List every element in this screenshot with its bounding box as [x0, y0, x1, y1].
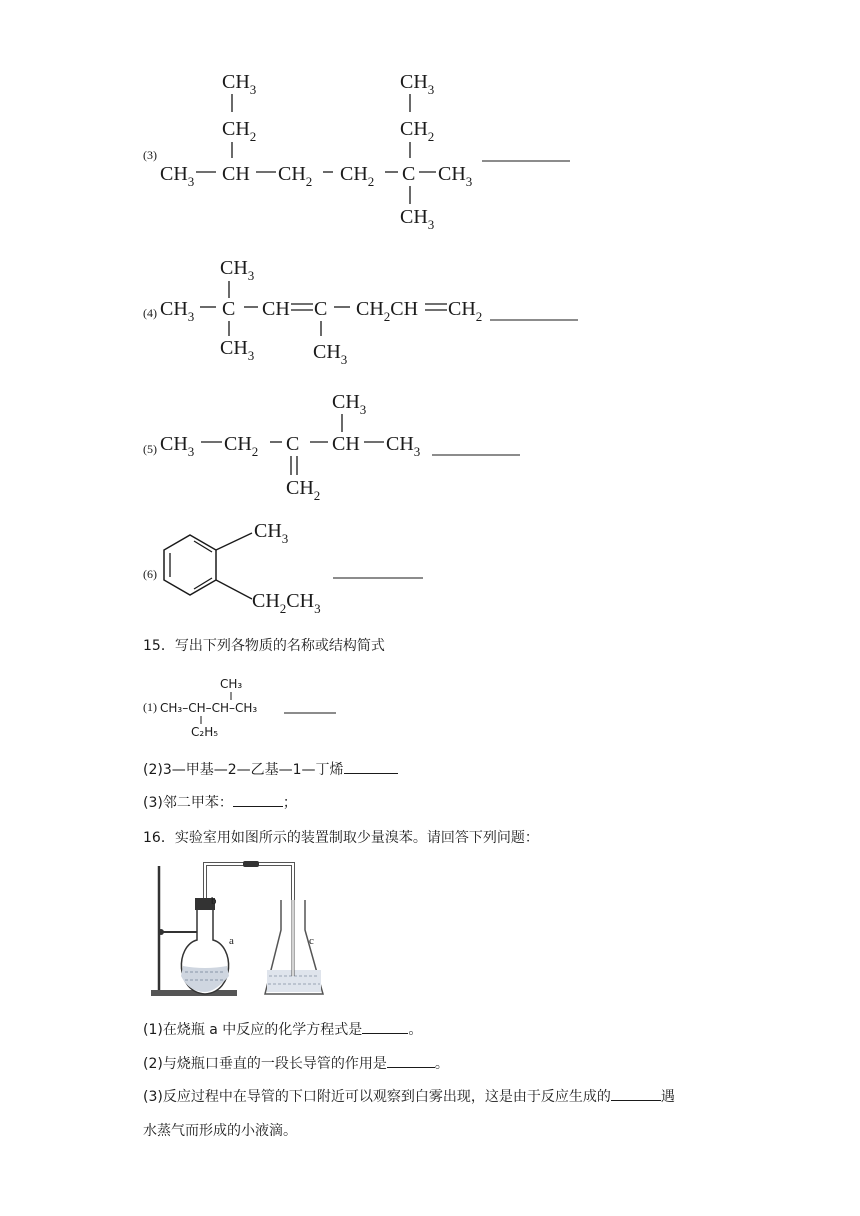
- svg-text:CH2: $CH_2$: [448, 298, 483, 324]
- svg-text:CH3: $CH_3$: [400, 206, 435, 232]
- q16-item1: [143, 1020, 422, 1040]
- q16-item3-text-b: 遇: [660, 1089, 675, 1105]
- q15-item2: [143, 760, 398, 780]
- svg-text:CH3: $CH_3$: [438, 163, 473, 189]
- svg-text:CH2: $CH_2$: [286, 477, 321, 503]
- svg-text:CH₃–CH–CH–CH₃: CH₃–CH–CH–CH₃: [160, 701, 258, 715]
- svg-text:C: C: [286, 433, 300, 455]
- svg-text:CH3: $CH_3$: [160, 163, 195, 189]
- q16-item1-text: (1)在烧瓶 a 中反应的化学方程式是: [143, 1022, 363, 1038]
- svg-text:CH2: $CH_2$: [224, 433, 259, 459]
- q15-item1-formula: [158, 672, 348, 740]
- answer-blank[interactable]: [387, 1055, 435, 1068]
- q16-item2: [143, 1054, 449, 1074]
- q16-item3-line1: [143, 1087, 675, 1107]
- answer-blank[interactable]: [233, 794, 283, 807]
- structural-formula-6: [150, 515, 440, 625]
- label-c: c: [309, 935, 314, 947]
- svg-text:CH3: $CH_3$: [160, 298, 195, 324]
- svg-text:CH: CH: [262, 298, 290, 320]
- svg-text:CH2CH: $CH_2CH$: [356, 298, 419, 324]
- item-number-5: (5): [143, 442, 157, 456]
- label-a: a: [229, 935, 234, 947]
- q15-item2-text: (2)3—甲基—2—乙基—1—丁烯: [143, 762, 344, 778]
- svg-text:C₂H₅: C₂H₅: [191, 725, 219, 739]
- answer-blank[interactable]: [611, 1088, 661, 1101]
- q15-item1-number: (1): [143, 700, 157, 714]
- svg-text:CH2: $CH_2$: [278, 163, 313, 189]
- q15-item3-end: ；: [282, 795, 297, 811]
- item-number-4: (4): [143, 306, 157, 320]
- label-b: b: [211, 895, 217, 907]
- question-15-title: 15．写出下列各物质的名称或结构简式: [143, 638, 385, 654]
- svg-text:CH3: $CH_3$: [220, 257, 255, 283]
- svg-text:C: C: [402, 163, 416, 185]
- structural-formula-4: [150, 248, 590, 373]
- svg-text:CH₃: CH₃: [220, 677, 243, 691]
- q16-item2-text: (2)与烧瓶口垂直的一段长导管的作用是: [143, 1056, 387, 1072]
- svg-text:CH3: $CH_3$: [220, 337, 255, 363]
- question-16-title: 16．实验室用如图所示的装置制取少量溴苯。请回答下列问题：: [143, 830, 539, 846]
- svg-text:CH2: $CH_2$: [222, 118, 257, 144]
- svg-text:C: C: [222, 298, 236, 320]
- benzene-ring: [164, 535, 216, 595]
- q16-item3-line2: 水蒸气而形成的小液滴。: [143, 1123, 297, 1139]
- svg-text:CH2CH3: $CH_2CH_3$: [252, 590, 321, 616]
- q16-item2-end: 。: [434, 1056, 449, 1072]
- item-number-3: (3): [143, 148, 157, 162]
- svg-text:CH2: $CH_2$: [340, 163, 375, 189]
- q15-item3: [143, 793, 297, 813]
- apparatus-diagram: [145, 860, 335, 1002]
- structural-formula-5: [150, 380, 530, 505]
- svg-text:CH: CH: [222, 163, 250, 185]
- answer-blank[interactable]: [344, 761, 398, 774]
- svg-text:CH: CH: [332, 433, 360, 455]
- svg-text:CH3: $CH_3$: [160, 433, 195, 459]
- svg-text:CH3: $CH_3$: [254, 520, 289, 546]
- svg-text:CH3: $CH_3$: [400, 71, 435, 97]
- svg-text:CH3: $CH_3$: [332, 391, 367, 417]
- svg-text:CH3: $CH_3$: [222, 71, 257, 97]
- q15-item3-text: (3)邻二甲苯：: [143, 795, 233, 811]
- q16-item3-text: (3)反应过程中在导管的下口附近可以观察到白雾出现，这是由于反应生成的: [143, 1089, 611, 1105]
- svg-text:C: C: [314, 298, 328, 320]
- answer-blank[interactable]: [362, 1021, 408, 1034]
- structural-formula-3: [150, 60, 580, 240]
- q16-item1-end: 。: [408, 1022, 423, 1038]
- svg-text:CH3: $CH_3$: [386, 433, 421, 459]
- item-number-6: (6): [143, 567, 157, 581]
- svg-text:CH3: $CH_3$: [313, 341, 348, 367]
- svg-text:CH2: $CH_2$: [400, 118, 435, 144]
